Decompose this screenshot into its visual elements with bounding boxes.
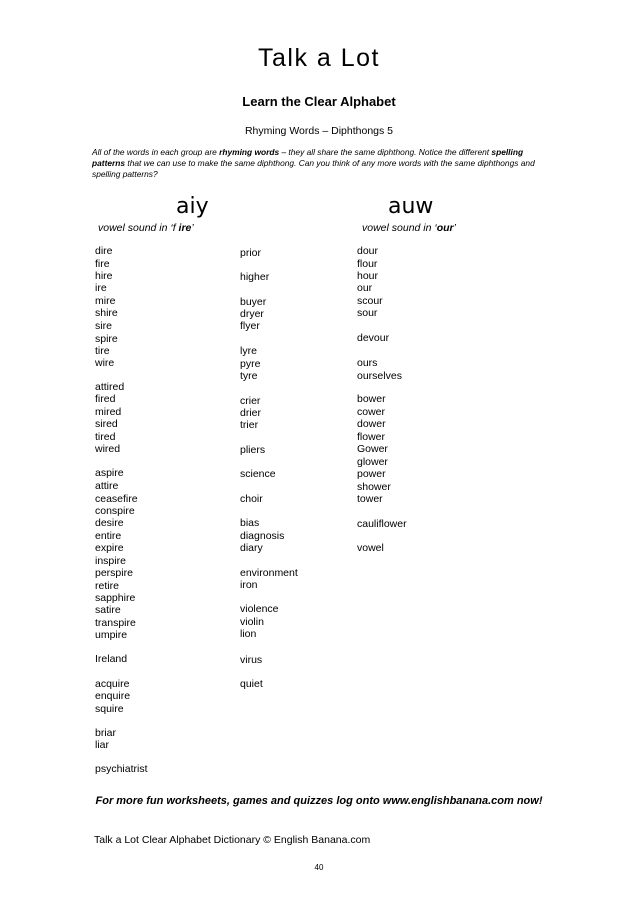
word-item: acquire bbox=[95, 678, 130, 690]
left-vowel-bold: ire bbox=[178, 222, 192, 234]
word-item: dire bbox=[95, 245, 113, 257]
word-item: entire bbox=[95, 530, 122, 542]
word-item: retire bbox=[95, 580, 119, 592]
word-item: tire bbox=[95, 345, 110, 357]
word-item: drier bbox=[240, 407, 262, 419]
word-item: umpire bbox=[95, 629, 128, 641]
word-item: fire bbox=[95, 258, 110, 270]
word-item: inspire bbox=[95, 555, 126, 567]
word-item: higher bbox=[240, 271, 270, 283]
word-item: transpire bbox=[95, 617, 136, 629]
word-item: mire bbox=[95, 295, 116, 307]
word-item: dryer bbox=[240, 308, 264, 320]
right-vowel-bold: our bbox=[436, 222, 454, 234]
word-item: shire bbox=[95, 307, 118, 319]
left-diphthong-symbol: aiy bbox=[176, 194, 209, 219]
word-item: prior bbox=[240, 247, 262, 259]
word-item: flour bbox=[357, 258, 378, 270]
word-item: quiet bbox=[240, 678, 263, 690]
word-item: crier bbox=[240, 395, 261, 407]
word-item: flower bbox=[357, 431, 386, 443]
word-item: dower bbox=[357, 418, 386, 430]
word-item: power bbox=[357, 468, 386, 480]
word-item: ours bbox=[357, 357, 378, 369]
word-item: cauliflower bbox=[357, 518, 407, 530]
word-item: desire bbox=[95, 517, 124, 529]
word-item: liar bbox=[95, 739, 110, 751]
word-item: glower bbox=[357, 456, 388, 468]
word-item: hire bbox=[95, 270, 113, 282]
word-item: sapphire bbox=[95, 592, 136, 604]
word-item: sired bbox=[95, 418, 118, 430]
word-item: attire bbox=[95, 480, 119, 492]
intro-bold-2: spelling patterns bbox=[92, 147, 524, 168]
word-item: aspire bbox=[95, 467, 124, 479]
word-item: tired bbox=[95, 431, 116, 443]
page-title: Talk a Lot bbox=[257, 44, 380, 72]
word-item: pyre bbox=[240, 358, 261, 370]
word-item: lion bbox=[240, 628, 257, 640]
word-item: flyer bbox=[240, 320, 260, 332]
intro-text-2: – they all share the same diphthong. Notice the different bbox=[279, 147, 492, 157]
word-item: devour bbox=[357, 332, 390, 344]
right-vowel-prefix: vowel sound in ‘ bbox=[362, 222, 437, 234]
word-item: environment bbox=[240, 567, 298, 579]
word-item: tower bbox=[357, 493, 383, 505]
word-item: bower bbox=[357, 393, 386, 405]
word-item: violin bbox=[240, 616, 264, 628]
word-item: bias bbox=[240, 517, 260, 529]
word-item: mired bbox=[95, 406, 122, 418]
word-item: Ireland bbox=[95, 653, 128, 665]
word-item: vowel bbox=[357, 542, 384, 554]
word-item: violence bbox=[240, 603, 279, 615]
section-heading: Rhyming Words – Diphthongs 5 bbox=[244, 125, 394, 137]
word-item: our bbox=[357, 282, 373, 294]
word-item: perspire bbox=[95, 567, 133, 579]
word-item: conspire bbox=[95, 505, 135, 517]
word-item: shower bbox=[357, 481, 391, 493]
word-item: ourselves bbox=[357, 370, 402, 382]
word-item: fired bbox=[95, 393, 116, 405]
word-item: ceasefire bbox=[95, 493, 138, 505]
word-item: enquire bbox=[95, 690, 131, 702]
word-item: virus bbox=[240, 654, 263, 666]
word-item: hour bbox=[357, 270, 379, 282]
word-item: buyer bbox=[240, 296, 267, 308]
right-vowel-label bbox=[362, 222, 456, 234]
word-item: iron bbox=[240, 579, 258, 591]
word-item: tyre bbox=[240, 370, 258, 382]
word-item: choir bbox=[240, 493, 263, 505]
word-item: spire bbox=[95, 333, 118, 345]
intro-text-1: All of the words in each group are bbox=[92, 147, 220, 157]
page-subtitle: Learn the Clear Alphabet bbox=[242, 94, 396, 109]
word-item: ire bbox=[95, 282, 107, 294]
word-item: satire bbox=[95, 604, 121, 616]
word-item: wire bbox=[95, 357, 115, 369]
intro-bold-1: rhyming words bbox=[219, 147, 280, 157]
word-item: pliers bbox=[240, 444, 266, 456]
word-item: squire bbox=[95, 703, 124, 715]
word-item: scour bbox=[357, 295, 383, 307]
left-vowel-label bbox=[98, 222, 194, 234]
promo-footer: For more fun worksheets, games and quizzes log onto www.englishbanana.com now! bbox=[95, 795, 543, 807]
word-item: psychiatrist bbox=[95, 763, 148, 775]
word-item: sour bbox=[357, 307, 378, 319]
word-item: Gower bbox=[357, 443, 388, 455]
word-item: diagnosis bbox=[240, 530, 285, 542]
word-item: science bbox=[240, 468, 276, 480]
right-vowel-suffix: ’ bbox=[453, 222, 456, 234]
right-diphthong-symbol: auw bbox=[388, 194, 434, 219]
intro-paragraph bbox=[92, 147, 550, 180]
word-item: attired bbox=[95, 381, 125, 393]
word-item: sire bbox=[95, 320, 112, 332]
word-item: diary bbox=[240, 542, 263, 554]
word-item: cower bbox=[357, 406, 386, 418]
left-vowel-suffix: ’ bbox=[191, 222, 194, 234]
word-item: briar bbox=[95, 727, 117, 739]
word-item: expire bbox=[95, 542, 124, 554]
page-number: 40 bbox=[314, 863, 324, 872]
left-vowel-prefix: vowel sound in ‘f bbox=[98, 222, 179, 234]
word-item: wired bbox=[95, 443, 121, 455]
intro-text-3: that we can use to make the same diphthong. Can you think of any more words with the same diphthongs and spelling patterns? bbox=[92, 158, 535, 179]
word-item: trier bbox=[240, 419, 259, 431]
word-item: lyre bbox=[240, 345, 257, 357]
word-item: dour bbox=[357, 245, 379, 257]
credit-footer: Talk a Lot Clear Alphabet Dictionary © English Banana.com bbox=[94, 834, 371, 846]
